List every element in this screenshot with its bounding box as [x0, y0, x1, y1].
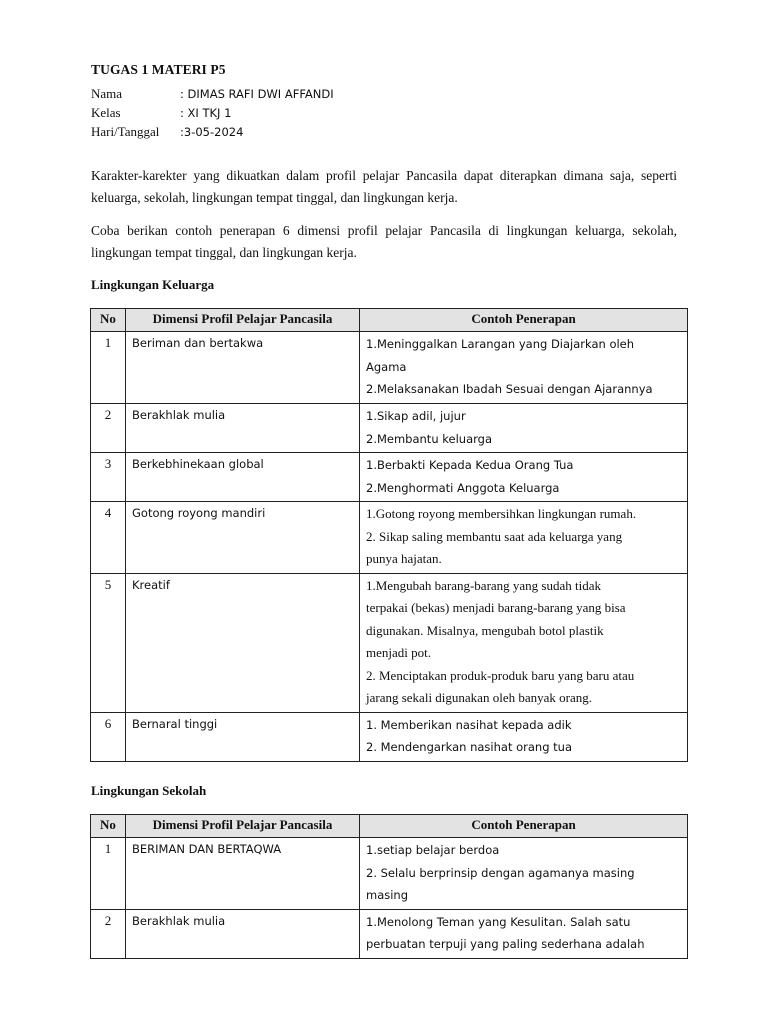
row-dimension: Beriman dan bertakwa: [126, 332, 360, 404]
example-line: 1.Menolong Teman yang Kesulitan. Salah satu: [366, 914, 631, 929]
class-label: Kelas: [91, 105, 121, 120]
header-no: No: [91, 309, 126, 332]
row-example: [360, 712, 688, 761]
example-line: 2. Menciptakan produk-produk baru yang baru atau: [366, 667, 635, 683]
section-heading-keluarga: Lingkungan Keluarga: [91, 277, 215, 292]
row-dimension: Berakhlak mulia: [126, 909, 360, 958]
example-line: 2.Membantu keluarga: [366, 431, 492, 446]
row-number: 3: [91, 453, 126, 502]
example-line: 1. Memberikan nasihat kepada adik: [366, 717, 572, 732]
example-line: 1.Mengubah barang-barang yang sudah tidak: [366, 577, 602, 593]
header-dimension: Dimensi Profil Pelajar Pancasila: [126, 309, 360, 332]
row-example: [360, 404, 688, 453]
table-row: [91, 404, 688, 453]
class-value: : XI TKJ 1: [180, 106, 232, 120]
example-line: terpakai (bekas) menjadi barang-barang yang bisa: [366, 600, 626, 615]
example-line: menjadi pot.: [366, 645, 431, 660]
example-line: 1.Sikap adil, jujur: [366, 409, 466, 423]
example-line: masing: [366, 888, 409, 902]
table-header-row: [91, 309, 688, 332]
table-row: [91, 573, 688, 712]
example-line: Agama: [366, 359, 407, 374]
row-example: [360, 909, 688, 958]
example-line: jarang sekali digunakan oleh banyak orang.: [366, 690, 592, 705]
row-dimension: Berakhlak mulia: [126, 404, 360, 453]
name-label: Nama: [91, 86, 123, 101]
header-dimension: Dimensi Profil Pelajar Pancasila: [126, 815, 360, 838]
row-example: [360, 502, 688, 574]
row-number: 1: [91, 332, 126, 404]
example-line: perbuatan terpuji yang paling sederhana adalah: [366, 937, 645, 951]
table-row: [91, 502, 688, 574]
row-dimension: Berkebhinekaan global: [126, 453, 360, 502]
example-line: 1.Gotong royong membersihkan lingkungan rumah.: [366, 506, 637, 521]
table-keluarga: [90, 308, 688, 762]
row-dimension: Kreatif: [126, 573, 360, 712]
date-value: :3-05-2024: [180, 125, 244, 139]
row-number: 4: [91, 502, 126, 574]
table-row: [91, 712, 688, 761]
table-row: [91, 909, 688, 958]
name-value: : DIMAS RAFI DWI AFFANDI: [180, 87, 334, 101]
example-line: 2.Melaksanakan Ibadah Sesuai dengan Ajarannya: [366, 382, 653, 396]
example-line: digunakan. Misalnya, mengubah botol plastik: [366, 622, 604, 638]
table-row: [91, 838, 688, 910]
example-line: 1.Meninggalkan Larangan yang Diajarkan oleh: [366, 337, 635, 351]
table-sekolah: [90, 814, 688, 959]
example-line: 2. Sikap saling membantu saat ada keluarga yang: [366, 528, 623, 544]
date-label: Hari/Tanggal: [91, 124, 160, 139]
row-example: [360, 332, 688, 404]
row-dimension: Gotong royong mandiri: [126, 502, 360, 574]
row-example: [360, 573, 688, 712]
table-row: [91, 453, 688, 502]
row-number: 2: [91, 404, 126, 453]
header-example: Contoh Penerapan: [360, 815, 688, 838]
header-example: Contoh Penerapan: [360, 309, 688, 332]
example-line: 2. Mendengarkan nasihat orang tua: [366, 740, 573, 754]
row-dimension: Bernaral tinggi: [126, 712, 360, 761]
example-line: punya hajatan.: [366, 551, 442, 566]
example-line: 1.setiap belajar berdoa: [366, 843, 500, 857]
header-no: No: [91, 815, 126, 838]
row-number: 2: [91, 909, 126, 958]
row-number: 1: [91, 838, 126, 910]
table-row: [91, 332, 688, 404]
example-line: 2. Selalu berprinsip dengan agamanya masing: [366, 865, 635, 880]
row-example: [360, 838, 688, 910]
intro-paragraph-2: Coba berikan contoh penerapan 6 dimensi profil pelajar Pancasila di lingkungan keluarga, sekolah, lingkungan tempat tinggal, dan lingkungan kerja.: [91, 223, 677, 260]
table-header-row: [91, 815, 688, 838]
document-title: TUGAS 1 MATERI P5: [91, 62, 226, 77]
intro-paragraph-1: Karakter-karekter yang dikuatkan dalam profil pelajar Pancasila dapat diterapkan dimana saja, seperti keluarga, sekolah, lingkungan tempat tinggal, dan lingkungan kerja.: [91, 168, 677, 205]
row-number: 5: [91, 573, 126, 712]
example-line: 1.Berbakti Kepada Kedua Orang Tua: [366, 458, 574, 472]
row-number: 6: [91, 712, 126, 761]
row-example: [360, 453, 688, 502]
example-line: 2.Menghormati Anggota Keluarga: [366, 480, 560, 495]
section-heading-sekolah: Lingkungan Sekolah: [91, 783, 207, 798]
row-dimension: BERIMAN DAN BERTAQWA: [126, 838, 360, 910]
